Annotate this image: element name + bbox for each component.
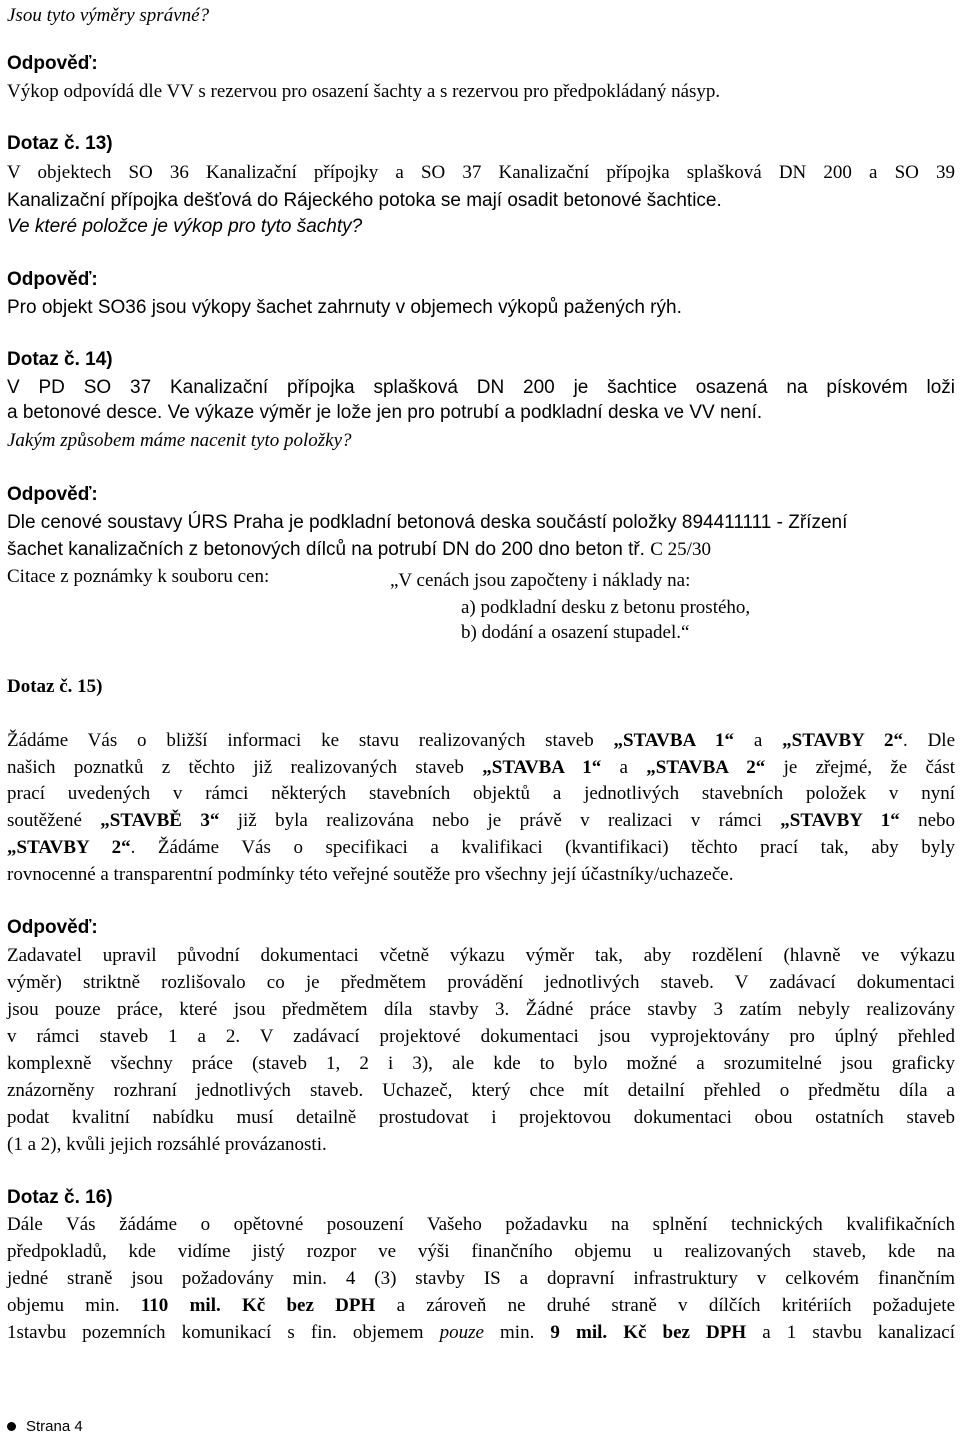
answer-text: Pro objekt SO36 jsou výkopy šachet zahrnuty v objemech výkopů pažených rýh. <box>7 297 682 318</box>
query-text: jedné straně jsou požadovány min. 4 (3) stavby IS a dopravní infrastruktury v celkovém finančním <box>7 1268 955 1289</box>
query-heading: Dotaz č. 16) <box>7 1187 113 1208</box>
answer-heading: Odpověď: <box>7 484 98 505</box>
query-text: Žádáme Vás o bližší informaci ke stavu realizovaných staveb „STAVBA 1“ a „STAVBY 2“. Dle <box>7 730 955 751</box>
answer-text: (1 a 2), kvůli jejich rozsáhlé provázanosti. <box>7 1134 327 1155</box>
query-text: rovnocenné a transparentní podmínky této veřejné soutěže pro všechny její účastníky/uchazeče. <box>7 864 734 885</box>
query-heading: Dotaz č. 13) <box>7 133 113 154</box>
query-heading: Dotaz č. 15) <box>7 676 103 697</box>
citation-text: b) dodání a osazení stupadel.“ <box>461 622 690 643</box>
answer-text: Dle cenové soustavy ÚRS Praha je podkladní betonová deska součástí položky 894411111 - Zřízení <box>7 512 848 533</box>
answer-text: jsou pouze práce, které jsou předmětem díla stavby 3. Žádné práce stavby 3 zatím nebyly realizovány <box>7 999 955 1020</box>
bullet-icon <box>7 1422 16 1431</box>
query-text: 1stavbu pozemních komunikací s fin. objemem pouze min. 9 mil. Kč bez DPH a 1 stavbu kanalizací <box>7 1322 956 1343</box>
question-text: Jsou tyto výměry správné? <box>7 5 210 26</box>
question-text: Jakým způsobem máme nacenit tyto položky? <box>7 430 352 451</box>
answer-heading: Odpověď: <box>7 917 98 938</box>
answer-text: šachet kanalizačních z betonových dílců na potrubí DN do 200 dno beton tř. C 25/30 <box>7 539 711 560</box>
citation-text: „V cenách jsou započteny i náklady na: <box>390 570 691 591</box>
query-text: předpokladů, kde vidíme jistý rozpor ve výši finančního objemu u realizovaných staveb, kde na <box>7 1241 955 1262</box>
query-text: Kanalizační přípojka dešťová do Rájeckého potoka se mají osadit betonové šachtice. <box>7 190 722 211</box>
answer-text: v rámci staveb 1 a 2. V zadávací projektové dokumentaci jsou vyprojektovány pro úplný přehled <box>7 1026 955 1047</box>
page-footer <box>7 1416 83 1436</box>
answer-heading: Odpověď: <box>7 53 98 74</box>
answer-text: Zadavatel upravil původní dokumentaci včetně výkazu výměr tak, aby rozdělení (hlavně ve výkazu <box>7 945 955 966</box>
query-text: „STAVBY 2“. Žádáme Vás o specifikaci a kvalifikaci (kvantifikaci) těchto prací tak, aby byly <box>7 837 956 858</box>
query-text: soutěžené „STAVBĚ 3“ již byla realizována nebo je právě v realizaci v rámci „STAVBY 1“ nebo <box>7 810 956 831</box>
answer-text: výměr) striktně rozlišovalo co je předmětem provádění jednotlivých staveb. V zadávací dokumentaci <box>7 972 955 993</box>
query-text: objemu min. 110 mil. Kč bez DPH a zároveň ne druhé straně v dílčích kritériích požadujete <box>7 1295 956 1316</box>
query-text: V PD SO 37 Kanalizační přípojka splašková DN 200 je šachtice osazená na pískovém loži <box>7 377 955 398</box>
answer-text: podat kvalitní nabídku musí detailně prostudovat i projektovou dokumentaci obou ostatních staveb <box>7 1107 955 1128</box>
query-text: a betonové desce. Ve výkaze výměr je lože jen pro potrubí a podkladní deska ve VV není. <box>7 402 763 423</box>
query-heading: Dotaz č. 14) <box>7 349 113 370</box>
query-text: prací uvedených v rámci některých stavebních objektů a jednotlivých stavebních položek v nyní <box>7 783 955 804</box>
answer-text: komplexně všechny práce (staveb 1, 2 i 3), ale kde to bylo možné a srozumitelné jsou graficky <box>7 1053 955 1074</box>
query-text: V objektech SO 36 Kanalizační přípojky a SO 37 Kanalizační přípojka splašková DN 200 a SO 39 <box>7 162 955 183</box>
citation-text: a) podkladní desku z betonu prostého, <box>461 597 751 618</box>
query-text: našich poznatků z těchto již realizovaných staveb „STAVBA 1“ a „STAVBA 2“ je zřejmé, že část <box>7 757 956 778</box>
answer-text: znázorněny rozhraní jednotlivých staveb. Uchazeč, který chce mít detailní přehled o předmětu díla a <box>7 1080 955 1101</box>
question-text: Ve které položce je výkop pro tyto šachty? <box>7 216 363 237</box>
answer-text: Výkop odpovídá dle VV s rezervou pro osazení šachty a s rezervou pro předpokládaný násyp. <box>7 81 721 102</box>
query-text: Dále Vás žádáme o opětovné posouzení Vašeho požadavku na splnění technických kvalifikačních <box>7 1214 955 1235</box>
page-number: Strana 4 <box>26 1417 83 1435</box>
citation-label: Citace z poznámky k souboru cen: <box>7 566 270 587</box>
answer-heading: Odpověď: <box>7 269 98 290</box>
